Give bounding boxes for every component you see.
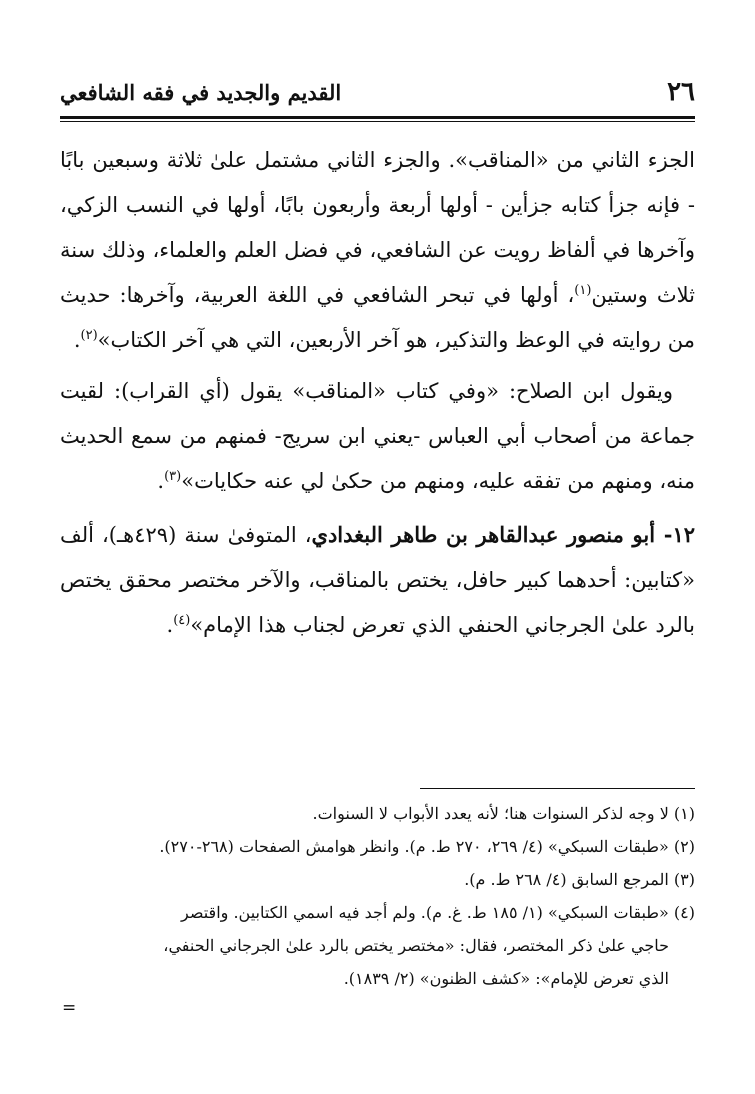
- continuation-mark: =: [62, 998, 77, 1018]
- footnotes: [60, 798, 695, 996]
- header-rule-thin: [60, 121, 695, 122]
- footnote-2: (٢) «طبقات السبكي» (٤/ ٢٦٩، ٢٧٠ ط. م). وانظر هوامش الصفحات (٢٦٨-٢٧٠).: [159, 837, 695, 856]
- footnote-4-line-3: الذي تعرض للإمام»: «كشف الظنون» (٢/ ١٨٣٩).: [343, 969, 669, 988]
- main-text: [60, 138, 695, 648]
- paragraph-3: [60, 512, 695, 648]
- entry-heading: ١٢- أبو منصور عبدالقاهر بن طاهر البغدادي: [311, 522, 696, 547]
- footnote-4-line-1: (٤) «طبقات السبكي» (١/ ١٨٥ ط. غ. م). ولم أجد فيه اسمي الكتابين. واقتصر: [181, 903, 695, 922]
- paragraph-3-part-b: .: [166, 613, 174, 637]
- header-rule-thick: [60, 116, 695, 119]
- footnote-3: (٣) المرجع السابق (٤/ ٢٦٨ ط. م).: [464, 870, 695, 889]
- footnote-ref-1[interactable]: (١): [574, 283, 592, 298]
- paragraph-2-part-a: ويقول ابن الصلاح: «وفي كتاب «المناقب» يقول (أي القراب): لقيت جماعة من أصحاب أبي العباس -يعني ابن سريج- فمنهم من سمع الحديث منه، ومنهم من تفقه عليه، ومنهم من حكىٰ لي عنه حكايات»: [60, 379, 695, 493]
- paragraph-3-part-a: ، المتوفىٰ سنة (٤٢٩هـ)، ألف «كتابين: أحدهما كبير حافل، يختص بالمناقب، والآخر مختصر محقق يختص بالرد علىٰ الجرجاني الحنفي الذي تعرض لجناب هذا الإمام»: [60, 523, 695, 637]
- paragraph-1-part-c: .: [73, 328, 81, 352]
- footnote-1: (١) لا وجه لذكر السنوات هنا؛ لأنه يعدد الأبواب لا السنوات.: [312, 804, 695, 823]
- paragraph-2: [60, 369, 695, 504]
- paragraph-2-part-b: .: [157, 469, 165, 493]
- paragraph-1-part-a: الجزء الثاني من «المناقب». والجزء الثاني مشتمل علىٰ ثلاثة وسبعين بابًا - فإنه جزأ كتابه جزأين - أولها أربعة وأربعون بابًا، أولها في النسب الزكي، وآخرها في ألفاظ رويت عن الشافعي، في فضل العلم والعلماء، وذلك سنة ثلاث وستين: [60, 148, 695, 307]
- paragraph-1-part-b: ، أولها في تبحر الشافعي في اللغة العربية، وآخرها: حديث من روايته في الوعظ والتذكير، هو آخر الأربعين، التي هي آخر الكتاب»: [60, 283, 695, 352]
- page-number: ٢٦: [667, 77, 695, 107]
- footnote-4-line-2: حاجي علىٰ ذكر المختصر، فقال: «مختصر يختص بالرد علىٰ الجرجاني الحنفي،: [163, 936, 669, 955]
- page-header: [60, 72, 695, 112]
- footnote-separator: [420, 788, 695, 789]
- footnote-ref-2[interactable]: (٢): [80, 328, 98, 343]
- running-title: القديم والجديد في فقه الشافعي: [60, 79, 342, 105]
- footnote-ref-3[interactable]: (٣): [164, 469, 182, 484]
- footnote-ref-4[interactable]: (٤): [173, 613, 191, 628]
- paragraph-1: [60, 138, 695, 363]
